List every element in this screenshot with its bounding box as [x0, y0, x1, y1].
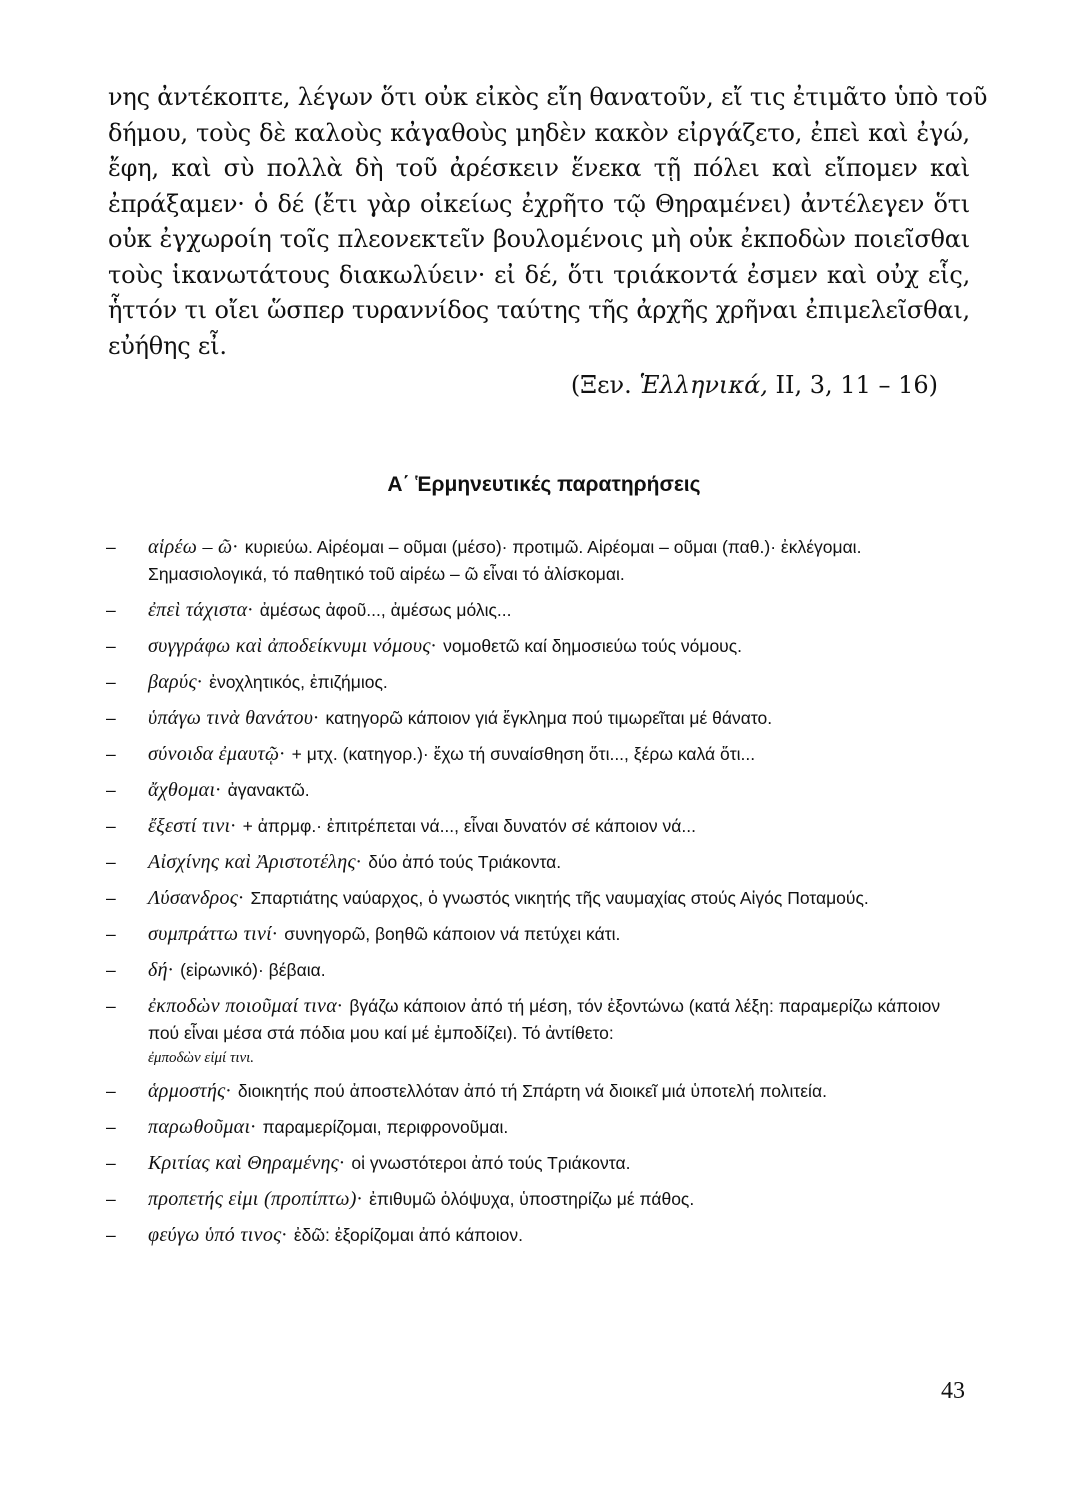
glossary-definition: ἐδῶ: ἐξορίζομαι ἀπό κάποιον.	[293, 1225, 523, 1245]
glossary-term: σύνοιδα ἐμαυτῷ·	[148, 743, 285, 765]
glossary-definition: (εἰρωνικό)· βέβαια.	[180, 960, 326, 980]
glossary-term: ἄχθομαι·	[148, 779, 221, 801]
glossary-entry	[106, 813, 968, 840]
entry-dash: –	[106, 816, 116, 836]
glossary-entry	[106, 993, 968, 1069]
page-number: 43	[941, 1378, 965, 1404]
glossary-definition: συνηγορῶ, βοηθῶ κάποιον νά πετύχει κάτι.	[284, 924, 621, 944]
glossary-term: Κριτίας καὶ Θηραμένης·	[148, 1152, 345, 1174]
glossary-term: συγγράφω καὶ ἀποδείκνυμι νόμους·	[148, 635, 437, 657]
entry-dash: –	[106, 744, 116, 764]
entry-dash: –	[106, 1189, 116, 1209]
entry-dash: –	[106, 1081, 116, 1101]
passage-line: εὐήθης εἶ.	[108, 331, 227, 360]
section-heading: Α΄ Ἑρμηνευτικές παρατηρήσεις	[387, 473, 701, 496]
entry-dash: –	[106, 672, 116, 692]
glossary-term: παρωθοῦμαι·	[148, 1116, 256, 1138]
glossary-definition: + ἀπρμφ.· ἐπιτρέπεται νά..., εἶναι δυνατόν σέ κάποιον νά...	[242, 816, 696, 836]
entry-dash: –	[106, 600, 116, 620]
glossary-entry	[106, 705, 968, 732]
glossary-definition: ἀγανακτῶ.	[227, 780, 310, 800]
glossary-term: ὑπάγω τινὰ θανάτου·	[148, 707, 319, 729]
glossary-entry	[106, 1222, 968, 1249]
glossary-term: ἐκποδὼν ποιοῦμαί τινα·	[148, 995, 343, 1017]
passage-line: δήμου, τοὺς δὲ καλοὺς κἀγαθοὺς μηδὲν κακὸν εἰργάζετο, ἐπεὶ καὶ ἐγώ,	[108, 118, 970, 147]
entry-dash: –	[106, 852, 116, 872]
glossary-definition: οἱ γνωστότεροι ἀπό τούς Τριάκοντα.	[351, 1153, 631, 1173]
glossary-entry	[106, 921, 968, 948]
glossary-definition: παραμερίζομαι, περιφρονοῦμαι.	[262, 1117, 509, 1137]
glossary-term: βαρύς·	[148, 671, 203, 693]
entry-dash: –	[106, 1153, 116, 1173]
glossary-definition: ἀμέσως ἀφοῦ..., ἀμέσως μόλις...	[259, 600, 512, 620]
glossary-term: φεύγω ὑπό τινος·	[148, 1224, 287, 1246]
glossary-definition: δύο ἀπό τούς Τριάκοντα.	[368, 852, 562, 872]
passage-line: ἧττόν τι οἴει ὥσπερ τυραννίδος ταύτης τῆς ἀρχῆς χρῆναι ἐπιμελεῖσθαι,	[108, 296, 970, 324]
glossary-definition: νομοθετῶ καί δημοσιεύω τούς νόμους.	[443, 636, 743, 656]
glossary-entry	[106, 1114, 968, 1141]
greek-passage	[108, 80, 988, 364]
glossary-entry	[106, 1186, 968, 1213]
glossary-definition: Σπαρτιάτης ναύαρχος, ὁ γνωστός νικητής τῆς ναυμαχίας στούς Αἰγός Ποταμούς.	[250, 888, 869, 908]
glossary-definition: κατηγορῶ κάποιον γιά ἔγκλημα πού τιμωρεῖται μέ θάνατο.	[325, 708, 773, 728]
passage-line: ἐπράξαμεν· ὁ δέ (ἔτι γὰρ οἰκείως ἐχρῆτο τῷ Θηραμένει) ἀντέλεγεν ὅτι	[108, 189, 970, 218]
glossary-term: ἁρμοστής·	[148, 1080, 231, 1102]
glossary-entry	[106, 777, 968, 804]
glossary-entry	[106, 633, 968, 660]
glossary-list	[106, 534, 968, 1258]
glossary-term: Αἰσχίνης καὶ Ἀριστοτέλης·	[148, 851, 362, 873]
glossary-term: συμπράττω τινί·	[148, 923, 278, 945]
passage-line: οὐκ ἐγχωροίη τοῖς πλεονεκτεῖν βουλομένοις μὴ οὐκ ἐκποδὼν ποιεῖσθαι	[108, 225, 970, 253]
citation-author: (Ξεν.	[570, 371, 640, 399]
entry-dash: –	[106, 924, 116, 944]
glossary-entry	[106, 885, 968, 912]
glossary-definition: βγάζω κάποιον ἀπό τή μέση, τόν ἐξοντώνω (κατά λέξη: παραμερίζω κάποιον πού εἶναι μέσα στά πόδια μου καί μέ ἐμποδίζει). Τό ἀντίθετο:	[148, 996, 941, 1043]
entry-dash: –	[106, 888, 116, 908]
glossary-term: ἔξεστί τινι·	[148, 815, 236, 837]
glossary-definition: διοικητής πού ἀποστελλόταν ἀπό τή Σπάρτη νά διοικεῖ μιά ὑποτελή πολιτεία.	[237, 1081, 827, 1101]
glossary-antonym: ἐμποδὼν εἰμί τινι.	[148, 1050, 255, 1066]
entry-dash: –	[106, 960, 116, 980]
entry-dash: –	[106, 636, 116, 656]
passage-line: νης ἀντέκοπτε, λέγων ὅτι οὐκ εἰκὸς εἴη θανατοῦν, εἴ τις ἐτιμᾶτο ὑπὸ τοῦ	[108, 83, 988, 111]
entry-dash: –	[106, 1117, 116, 1137]
glossary-entry	[106, 534, 968, 588]
citation-work: Ἑλληνικά,	[639, 371, 768, 399]
glossary-entry	[106, 597, 968, 624]
glossary-entry	[106, 1150, 968, 1177]
entry-dash: –	[106, 1225, 116, 1245]
glossary-term: Λύσανδρος·	[148, 887, 244, 909]
glossary-entry	[106, 849, 968, 876]
glossary-term: ἐπεὶ τάχιστα·	[148, 599, 253, 621]
glossary-entry	[106, 1078, 968, 1105]
glossary-definition: + μτχ. (κατηγορ.)· ἔχω τή συναίσθηση ὅτι..., ξέρω καλά ὅτι...	[291, 744, 756, 764]
passage-line: ἔφη, καὶ σὺ πολλὰ δὴ τοῦ ἀρέσκειν ἕνεκα τῇ πόλει καὶ εἴπομεν καὶ	[108, 154, 970, 182]
glossary-term: προπετής εἰμι (προπίπτω)·	[148, 1188, 363, 1210]
glossary-term: αἱρέω – ῶ·	[148, 536, 238, 558]
glossary-entry	[106, 741, 968, 768]
glossary-definition: ἐνοχλητικός, ἐπιζήμιος.	[209, 672, 388, 692]
glossary-entry	[106, 957, 968, 984]
glossary-definition: ἐπιθυμῶ ὁλόψυχα, ὑποστηρίζω μέ πάθος.	[369, 1189, 695, 1209]
entry-dash: –	[106, 996, 116, 1016]
citation-reference: ΙΙ, 3, 11 – 16)	[767, 371, 938, 399]
glossary-definition: κυριεύω. Αἱρέομαι – οῦμαι (μέσο)· προτιμῶ. Αἱρέομαι – οῦμαι (παθ.)· ἐκλέγομαι. Σημασιολογικά, τό παθητικό τοῦ αἱρέω – ῶ εἶναι τό ἁλίσκομαι.	[148, 537, 862, 584]
glossary-term: δή·	[148, 959, 174, 981]
entry-dash: –	[106, 780, 116, 800]
glossary-entry	[106, 669, 968, 696]
entry-dash: –	[106, 708, 116, 728]
passage-line: τοὺς ἱκανωτάτους διακωλύειν· εἰ δέ, ὅτι τριάκοντά ἐσμεν καὶ οὐχ εἷς,	[108, 260, 970, 289]
entry-dash: –	[106, 537, 116, 557]
source-citation	[560, 368, 938, 403]
